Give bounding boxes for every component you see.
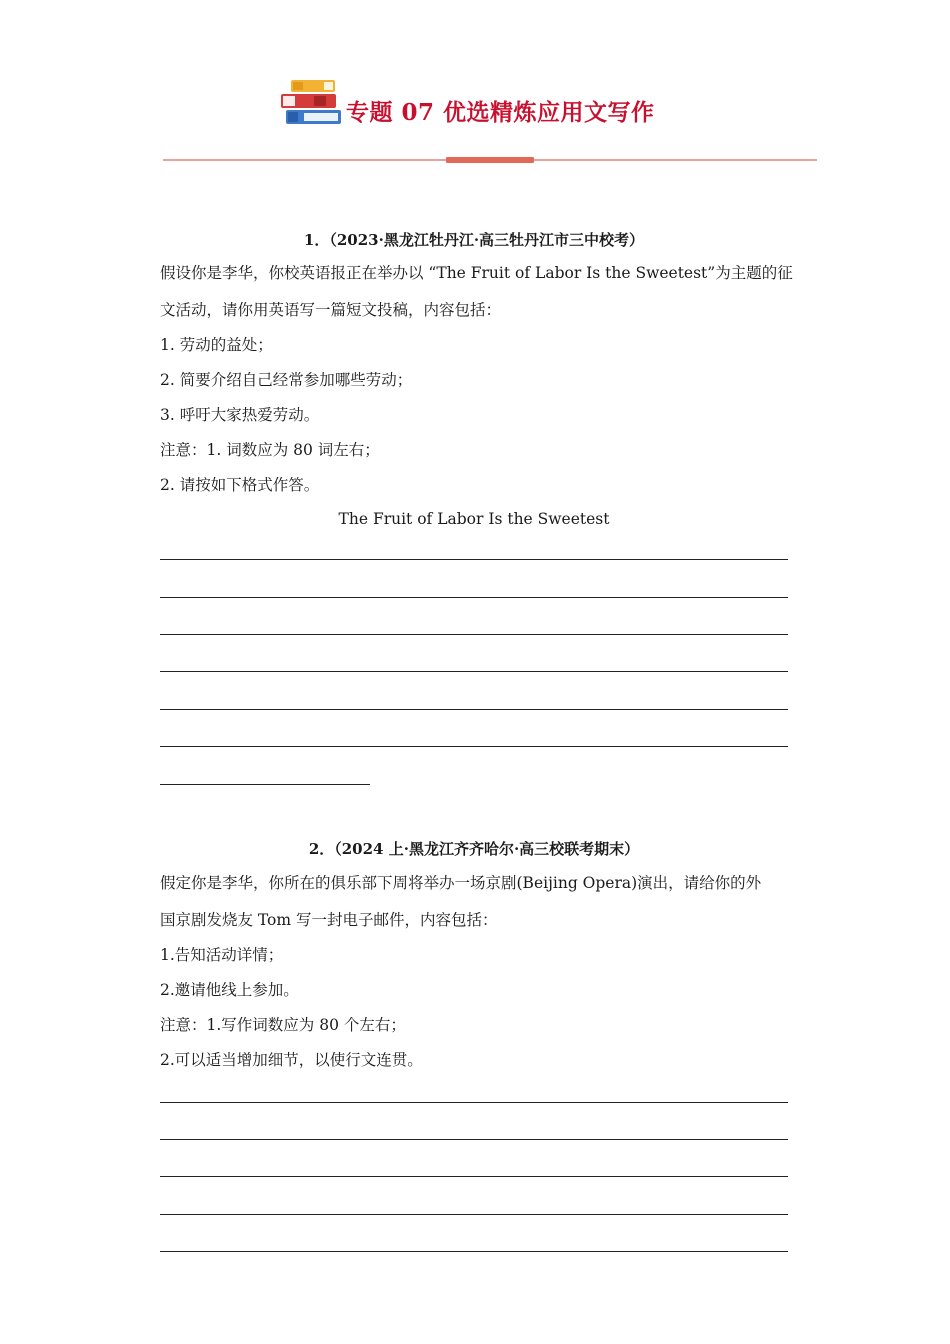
header-divider-accent <box>446 157 534 163</box>
answer-line[interactable] <box>160 634 788 635</box>
question-1-heading: 1．（2023·黑龙江牡丹江·高三牡丹江市三中校考） <box>303 231 645 249</box>
question-1-line: 注意：1. 词数应为 80 词左右； <box>160 441 380 459</box>
answer-line[interactable] <box>160 559 788 560</box>
question-1-line: 文活动，请你用英语写一篇短文投稿，内容包括： <box>160 301 502 319</box>
page-header <box>0 78 950 134</box>
question-2-line: 2.邀请他线上参加。 <box>160 981 299 999</box>
answer-line[interactable] <box>160 784 370 785</box>
page-title: 专题 07 优选精炼应用文写作 <box>346 99 655 126</box>
question-2-line: 1.告知活动详情； <box>160 946 284 964</box>
question-2-line: 假定你是李华，你所在的俱乐部下周将举办一场京剧(Beijing Opera)演出，请给你的外 <box>160 874 762 892</box>
question-2-line: 2.可以适当增加细节，以使行文连贯。 <box>160 1051 423 1069</box>
question-2-heading: 2．（2024 上·黑龙江齐齐哈尔·高三校联考期末） <box>308 840 640 858</box>
question-1-line: 假设你是李华，你校英语报正在举办以 “The Fruit of Labor Is the Sweetest”为主题的征 <box>160 264 793 282</box>
answer-line[interactable] <box>160 1176 788 1177</box>
question-1-line: 1. 劳动的益处； <box>160 336 273 354</box>
answer-line[interactable] <box>160 597 788 598</box>
answer-line[interactable] <box>160 746 788 747</box>
question-1-line: 3. 呼吁大家热爱劳动。 <box>160 406 320 424</box>
answer-line[interactable] <box>160 1139 788 1140</box>
question-1-line: 2. 请按如下格式作答。 <box>160 476 320 494</box>
essay-title: The Fruit of Labor Is the Sweetest <box>338 510 610 528</box>
answer-line[interactable] <box>160 1214 788 1215</box>
answer-line[interactable] <box>160 671 788 672</box>
answer-line[interactable] <box>160 1251 788 1252</box>
answer-line[interactable] <box>160 709 788 710</box>
question-1-line: 2. 简要介绍自己经常参加哪些劳动； <box>160 371 413 389</box>
books-stack-icon <box>278 78 344 130</box>
question-2-line: 注意：1.写作词数应为 80 个左右； <box>160 1016 406 1034</box>
answer-line[interactable] <box>160 1102 788 1103</box>
question-2-line: 国京剧发烧友 Tom 写一封电子邮件，内容包括： <box>160 911 498 929</box>
